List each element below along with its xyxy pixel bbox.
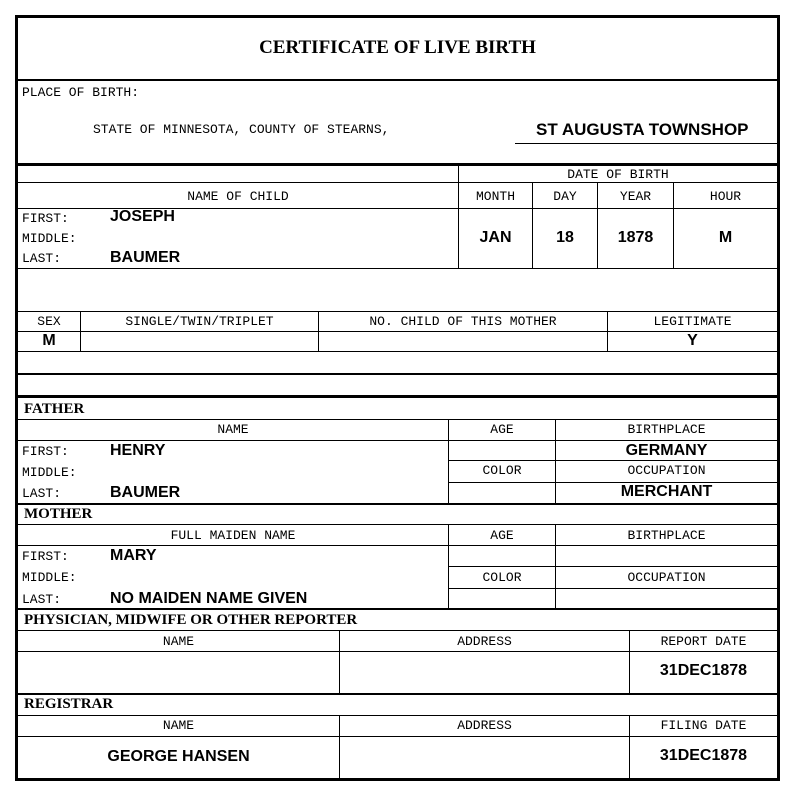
report-date: 31DEC1878 <box>659 662 748 679</box>
child-last-label: LAST: <box>22 251 62 266</box>
divider <box>18 163 777 166</box>
divider <box>448 460 777 461</box>
mother-last-name: NO MAIDEN NAME GIVEN <box>110 590 308 607</box>
divider <box>18 630 777 631</box>
name-of-child-header: NAME OF CHILD <box>187 189 289 204</box>
divider <box>448 566 777 567</box>
divider <box>18 736 777 737</box>
township-underline <box>515 143 777 144</box>
mother-birthplace-header: BIRTHPLACE <box>627 528 706 543</box>
legitimate-value: Y <box>687 332 698 349</box>
father-middle-label: MIDDLE: <box>22 465 77 480</box>
sex-header: SEX <box>37 314 61 329</box>
reporter-section-title: PHYSICIAN, MIDWIFE OR OTHER REPORTER <box>24 612 358 628</box>
state-county-text: STATE OF MINNESOTA, COUNTY OF STEARNS, <box>93 122 390 137</box>
divider <box>18 524 777 525</box>
birth-year: 1878 <box>617 229 654 246</box>
divider <box>448 588 777 589</box>
township-value: ST AUGUSTA TOWNSHOP <box>536 120 749 139</box>
reporter-name-header: NAME <box>162 634 195 649</box>
mother-first-name: MARY <box>110 547 157 564</box>
mother-occupation-header: OCCUPATION <box>627 570 706 585</box>
reporter-address-header: ADDRESS <box>457 634 512 649</box>
mother-name-header: FULL MAIDEN NAME <box>170 528 296 543</box>
divider <box>18 395 777 398</box>
divider <box>18 440 777 441</box>
mother-age-header: AGE <box>490 528 514 543</box>
divider <box>18 693 777 695</box>
father-section-title: FATHER <box>24 401 85 417</box>
father-birthplace-header: BIRTHPLACE <box>627 422 706 437</box>
father-last-name: BAUMER <box>110 484 181 501</box>
registrar-address-header: ADDRESS <box>457 718 512 733</box>
divider <box>18 503 777 505</box>
year-header: YEAR <box>619 189 652 204</box>
divider <box>18 715 777 716</box>
mother-middle-label: MIDDLE: <box>22 570 77 585</box>
hour-header: HOUR <box>709 189 742 204</box>
sex-value: M <box>42 332 56 349</box>
filing-date-header: FILING DATE <box>660 718 747 733</box>
mother-first-label: FIRST: <box>22 549 69 564</box>
child-last-name: BAUMER <box>110 249 181 266</box>
mother-color-header: COLOR <box>482 570 522 585</box>
divider <box>18 351 777 352</box>
father-occupation-header: OCCUPATION <box>627 463 706 478</box>
registrar-section-title: REGISTRAR <box>24 696 114 712</box>
registrar-name: GEORGE HANSEN <box>107 748 250 765</box>
child-middle-label: MIDDLE: <box>22 231 77 246</box>
child-first-name: JOSEPH <box>110 208 175 225</box>
certificate-title: CERTIFICATE OF LIVE BIRTH <box>259 37 536 58</box>
father-first-name: HENRY <box>110 442 166 459</box>
place-of-birth-label: PLACE OF BIRTH: <box>22 85 140 100</box>
divider <box>18 268 777 269</box>
divider <box>18 79 777 81</box>
plurality-header: SINGLE/TWIN/TRIPLET <box>125 314 274 329</box>
mother-last-label: LAST: <box>22 592 62 607</box>
legitimate-header: LEGITIMATE <box>653 314 732 329</box>
father-name-header: NAME <box>217 422 249 437</box>
father-last-label: LAST: <box>22 486 62 501</box>
divider <box>18 651 777 652</box>
divider <box>18 182 777 183</box>
father-color-header: COLOR <box>482 463 522 478</box>
birth-day: 18 <box>556 229 574 246</box>
father-occupation: MERCHANT <box>620 483 713 500</box>
divider <box>18 608 777 610</box>
divider <box>18 545 777 546</box>
birth-hour: M <box>718 229 733 246</box>
mother-section-title: MOTHER <box>24 506 93 522</box>
report-date-header: REPORT DATE <box>660 634 747 649</box>
father-age-header: AGE <box>490 422 514 437</box>
date-of-birth-header: DATE OF BIRTH <box>567 167 669 182</box>
registrar-name-header: NAME <box>162 718 195 733</box>
day-header: DAY <box>553 189 577 204</box>
father-birthplace: GERMANY <box>625 442 708 459</box>
birth-month: JAN <box>479 229 512 246</box>
filing-date: 31DEC1878 <box>659 747 748 764</box>
divider <box>18 311 777 312</box>
child-first-label: FIRST: <box>22 211 69 226</box>
divider <box>18 373 777 375</box>
father-first-label: FIRST: <box>22 444 69 459</box>
month-header: MONTH <box>475 189 515 204</box>
child-number-header: NO. CHILD OF THIS MOTHER <box>369 314 557 329</box>
divider <box>18 419 777 420</box>
